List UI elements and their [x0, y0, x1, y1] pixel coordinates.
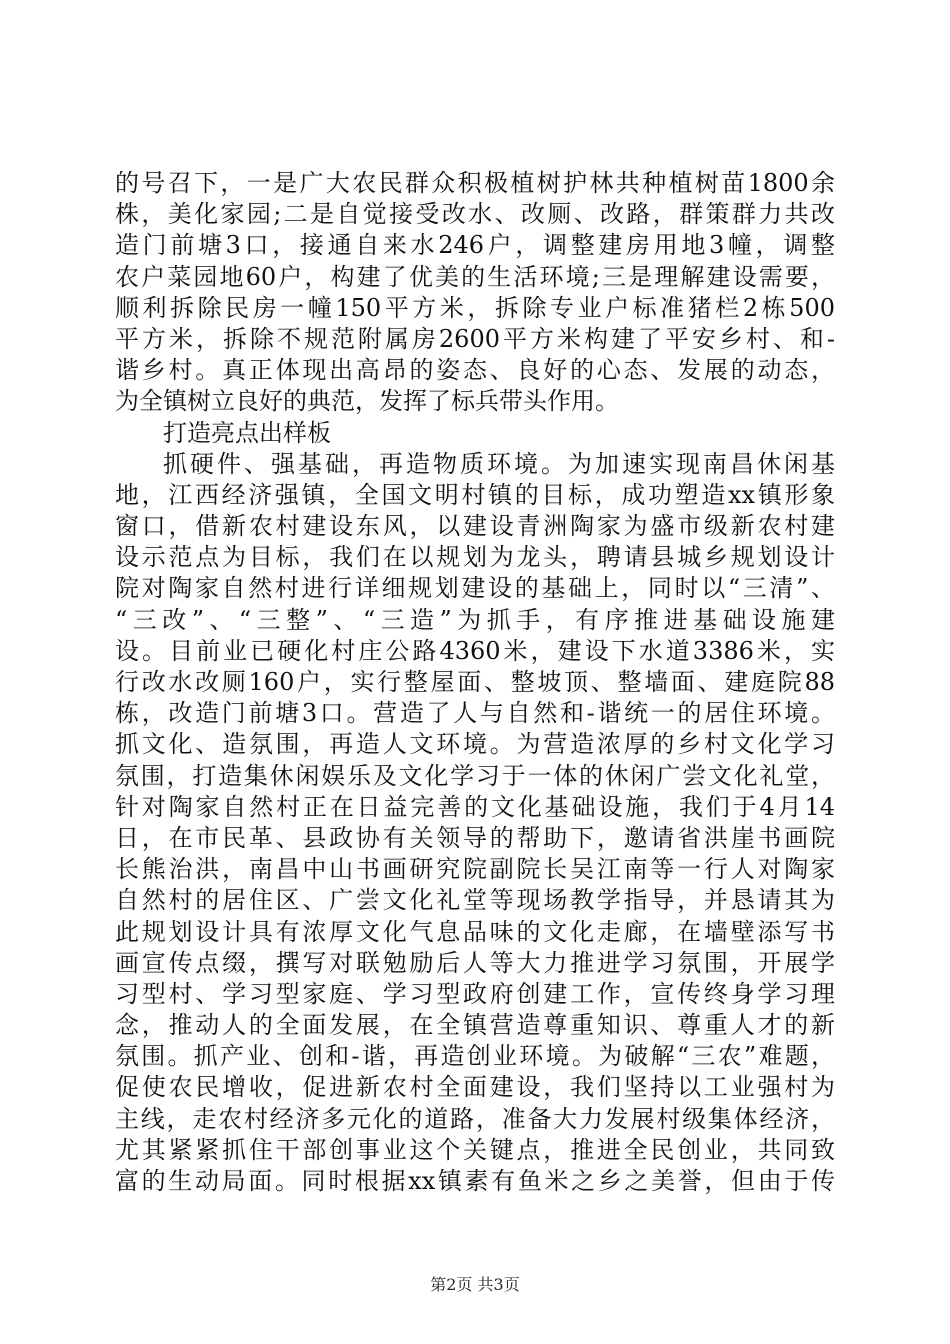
- text-line: 设示范点为目标，我们在以规划为龙头，聘请县城乡规划设计: [115, 543, 835, 572]
- text-line: 行改水改厕160户，实行整屋面、整坡顶、整墙面、建庭院88: [115, 668, 835, 696]
- text-line: 氛围，打造集休闲娱乐及文化学习于一体的休闲广尝文化礼堂，: [115, 761, 835, 790]
- page-footer: 第2页 共3页: [430, 1275, 520, 1294]
- text-line: 自然村的居住区、广尝文化礼堂等现场教学指导，并恳请其为: [115, 886, 835, 915]
- text-line: 念，推动人的全面发展，在全镇营造尊重知识、尊重人才的新: [115, 1011, 835, 1040]
- text-line: 栋，改造门前塘3口。营造了人与自然和-谐统一的居住环境。: [115, 699, 835, 728]
- text-line: 顺利拆除民房一幢150平方米，拆除专业户标准猪栏2栋500: [115, 293, 835, 322]
- text-line: 院对陶家自然村进行详细规划建设的基础上，同时以“三清”、: [115, 574, 835, 603]
- text-line: 抓硬件、强基础，再造物质环境。为加速实现南昌休闲基: [163, 449, 835, 478]
- text-line: 长熊治洪，南昌中山书画研究院副院长吴江南等一行人对陶家: [115, 855, 835, 884]
- text-line: 地，江西经济强镇，全国文明村镇的目标，成功塑造xx镇形象: [115, 480, 835, 509]
- text-line: 氛围。抓产业、创和-谐，再造创业环境。为破解“三农”难题，: [115, 1042, 835, 1071]
- text-line: 平方米，拆除不规范附属房2600平方米构建了平安乡村、和-: [115, 324, 835, 353]
- text-line: 为全镇树立良好的典范，发挥了标兵带头作用。: [115, 387, 619, 416]
- text-line: “三改”、“三整”、“三造”为抓手，有序推进基础设施建: [115, 605, 835, 634]
- text-line: 窗口，借新农村建设东风，以建设青洲陶家为盛市级新农村建: [115, 512, 835, 541]
- text-line: 农户菜园地60户，构建了优美的生活环境;三是理解建设需要，: [115, 262, 835, 291]
- text-line: 抓文化、造氛围，再造人文环境。为营造浓厚的乡村文化学习: [115, 730, 835, 759]
- text-line: 此规划设计具有浓厚文化气息品味的文化走廊，在墙壁添写书: [115, 917, 835, 946]
- body-text: [115, 168, 835, 1197]
- text-line: 针对陶家自然村正在日益完善的文化基础设施，我们于4月14: [115, 792, 835, 821]
- text-line: 习型村、学习型家庭、学习型政府创建工作，宣传终身学习理: [115, 979, 835, 1008]
- text-line: 打造亮点出样板: [163, 418, 331, 447]
- text-line: 富的生动局面。同时根据xx镇素有鱼米之乡之美誉，但由于传: [115, 1167, 835, 1195]
- text-line: 尤其紧紧抓住干部创事业这个关键点，推进全民创业，共同致: [115, 1135, 835, 1164]
- text-line: 造门前塘3口，接通自来水246户，调整建房用地3幢，调整: [115, 231, 835, 260]
- text-line: 促使农民增收，促进新农村全面建设，我们坚持以工业强村为: [115, 1073, 835, 1102]
- text-line: 株，美化家园;二是自觉接受改水、改厕、改路，群策群力共改: [115, 200, 835, 229]
- text-line: 日，在市民革、县政协有关领导的帮助下，邀请省洪崖书画院: [115, 823, 835, 852]
- text-line: 设。目前业已硬化村庄公路4360米，建设下水道3386米，实: [115, 636, 835, 665]
- text-line: 的号召下，一是广大农民群众积极植树护林共种植树苗1800余: [115, 169, 835, 197]
- text-line: 画宣传点缀，撰写对联勉励后人等大力推进学习氛围，开展学: [115, 948, 835, 977]
- text-line: 主线，走农村经济多元化的道路，准备大力发展村级集体经济，: [115, 1104, 835, 1133]
- text-line: 谐乡村。真正体现出高昂的姿态、良好的心态、发展的动态，: [115, 356, 835, 385]
